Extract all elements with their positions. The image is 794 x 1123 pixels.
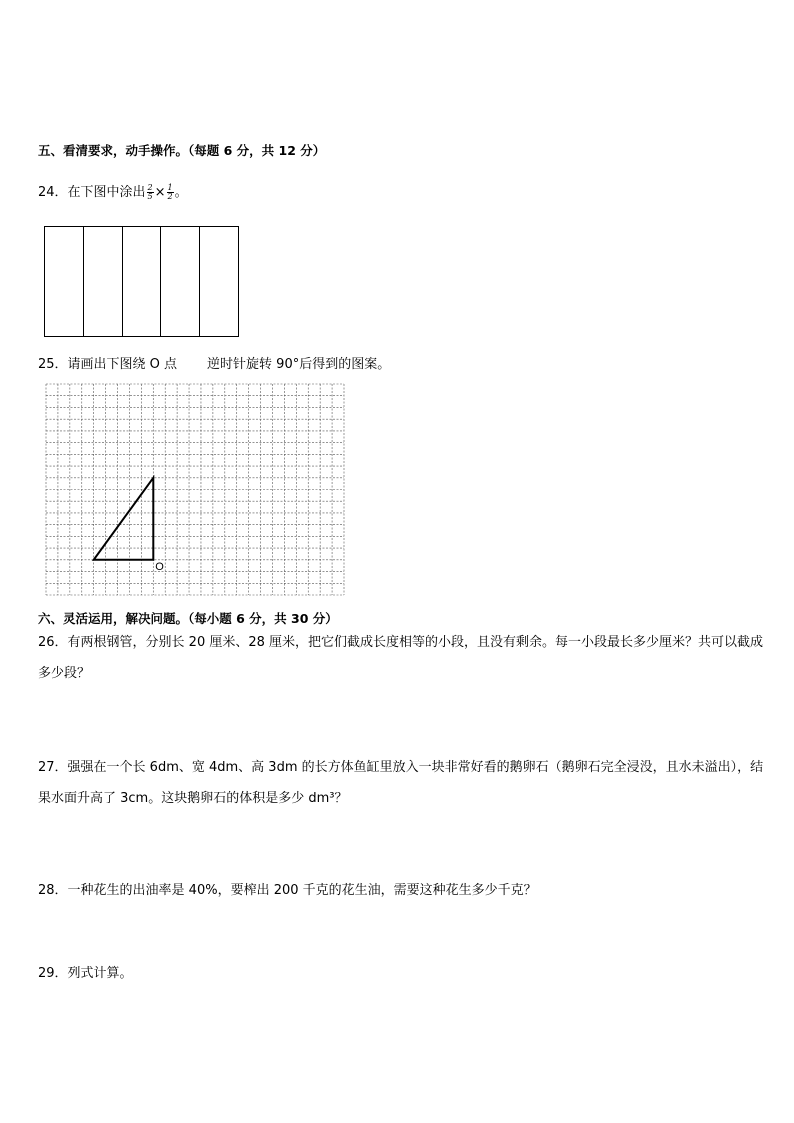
question-25-text-a: 25．请画出下图绕 O 点 xyxy=(38,357,178,372)
rectangle-column[interactable] xyxy=(161,227,200,336)
question-29: 29．列式计算。 xyxy=(38,966,133,981)
right-triangle xyxy=(94,478,154,560)
question-28: 28．一种花生的出油率是 40%，要榨出 200 千克的花生油，需要这种花生多少千克？ xyxy=(38,883,537,898)
question-24 xyxy=(38,181,188,201)
question-24-prefix: 24．在下图中涂出 xyxy=(38,185,146,200)
question-26: 26．有两根钢管，分别长 20 厘米、28 厘米，把它们截成长度相等的小段，且没有剩余。每一小段最长多少厘米？共可以截成多少段？ xyxy=(38,635,764,681)
fraction-denominator: 2 xyxy=(167,192,173,201)
rectangle-column[interactable] xyxy=(45,227,84,336)
rectangle-column[interactable] xyxy=(200,227,238,336)
rectangle-column[interactable] xyxy=(84,227,123,336)
fraction-two-fifths xyxy=(147,184,154,201)
section-5-title: 五、看清要求，动手操作。（每题 6 分，共 12 分） xyxy=(38,143,326,158)
question-24-suffix: 。 xyxy=(174,185,188,200)
times-sign: × xyxy=(154,185,166,200)
section-6-title: 六、灵活运用，解决问题。（每小题 6 分，共 30 分） xyxy=(38,611,338,626)
grid-lines xyxy=(46,384,344,595)
fraction-numerator: 1 xyxy=(167,183,173,192)
question-27: 27．强强在一个长 6dm、宽 4dm、高 3dm 的长方体鱼缸里放入一块非常好看的鹅卵石（鹅卵石完全浸没，且水未溢出），结果水面升高了 3cm。这块鹅卵石的体积是多少 dm³？ xyxy=(38,760,764,806)
point-o-label: O xyxy=(155,560,164,573)
fraction-denominator: 5 xyxy=(147,192,153,201)
drawing-grid[interactable] xyxy=(45,383,345,596)
rectangle-column[interactable] xyxy=(123,227,162,336)
fraction-numerator: 2 xyxy=(147,183,153,192)
fraction-one-half xyxy=(167,184,174,201)
question-25-text-b: 逆时针旋转 90°后得到的图案。 xyxy=(207,357,391,372)
question-25 xyxy=(38,353,390,372)
shading-rectangle[interactable] xyxy=(44,226,239,337)
